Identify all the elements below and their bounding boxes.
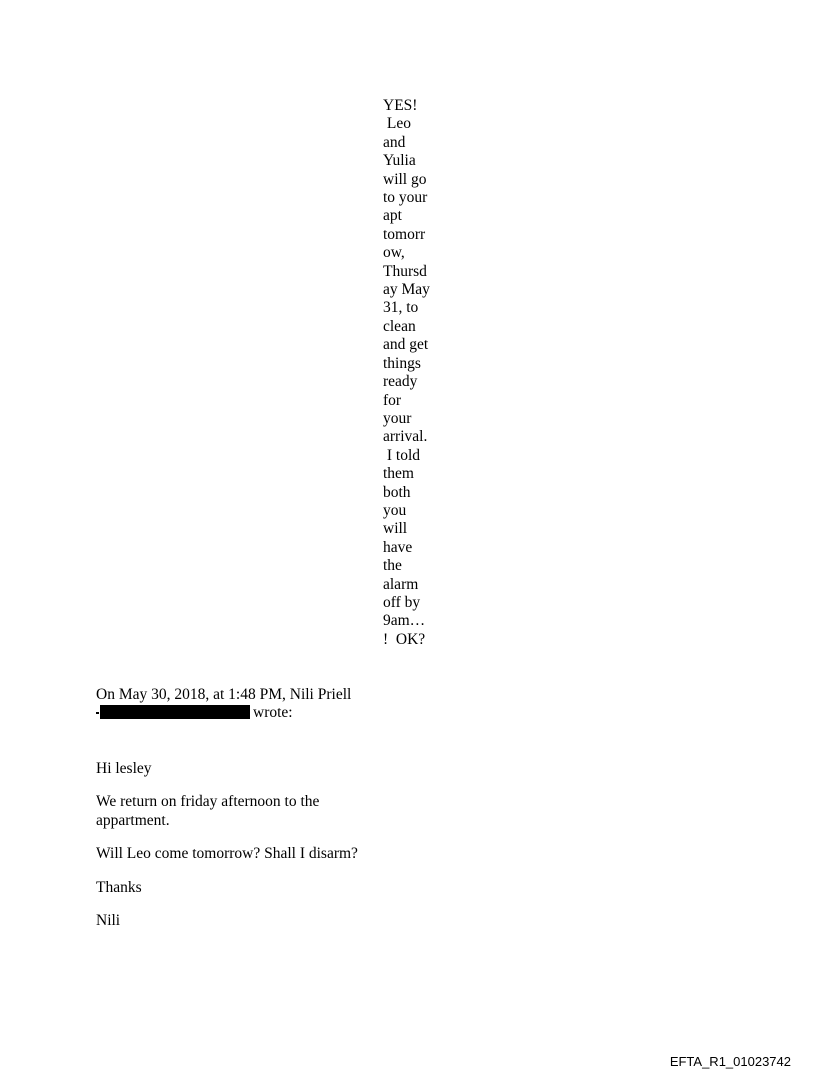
- reply-line: ! OK?: [383, 630, 426, 648]
- reply-line: for: [383, 391, 402, 409]
- reply-line: off by: [383, 593, 421, 611]
- reply-line: arrival.: [383, 428, 428, 446]
- reply-message: [383, 97, 441, 649]
- quoted-closing: Thanks: [96, 878, 142, 896]
- reply-line: have: [383, 538, 413, 556]
- reply-line: I told: [383, 446, 421, 464]
- reply-line: Leo: [383, 115, 411, 133]
- redaction-bar: [100, 705, 250, 719]
- reply-line: you: [383, 501, 407, 519]
- quoted-greeting: Hi lesley: [96, 760, 152, 777]
- document-id: EFTA_R1_01023742: [669, 1054, 791, 1069]
- quote-attribution: [96, 686, 351, 723]
- reply-line: tomorr: [383, 225, 426, 243]
- reply-line: things: [383, 354, 421, 372]
- reply-line: ay May: [383, 281, 430, 299]
- quoted-paragraph: Will Leo come tomorrow? Shall I disarm?: [96, 845, 358, 863]
- reply-line: Yulia: [383, 152, 416, 170]
- reply-line: will go: [383, 170, 427, 188]
- attribution-header: On May 30, 2018, at 1:48 PM, Nili Priell: [96, 686, 352, 703]
- reply-line: 31, to: [383, 299, 419, 317]
- quoted-message: [96, 760, 396, 945]
- reply-line: and: [383, 133, 406, 151]
- reply-line: 9am…: [383, 612, 426, 630]
- redaction-remnant: [96, 712, 99, 714]
- reply-line: alarm: [383, 575, 419, 593]
- reply-line: ready: [383, 373, 418, 391]
- attribution-email-line: [96, 704, 351, 722]
- reply-line: to your: [383, 189, 428, 207]
- quoted-paragraph: We return on friday afternoon to the appartment.: [96, 793, 320, 829]
- reply-line: ow,: [383, 244, 405, 262]
- reply-line: both: [383, 483, 411, 501]
- reply-line: them: [383, 465, 414, 483]
- reply-line: will: [383, 520, 408, 538]
- reply-line: apt: [383, 207, 402, 225]
- reply-line: clean: [383, 317, 416, 335]
- quoted-signature: Nili: [96, 912, 121, 930]
- reply-line: Thursd: [383, 262, 427, 280]
- reply-line: YES!: [383, 97, 418, 114]
- reply-line: the: [383, 557, 402, 575]
- reply-line: and get: [383, 336, 429, 354]
- attribution-wrote: wrote:: [253, 704, 293, 722]
- reply-line: your: [383, 409, 412, 427]
